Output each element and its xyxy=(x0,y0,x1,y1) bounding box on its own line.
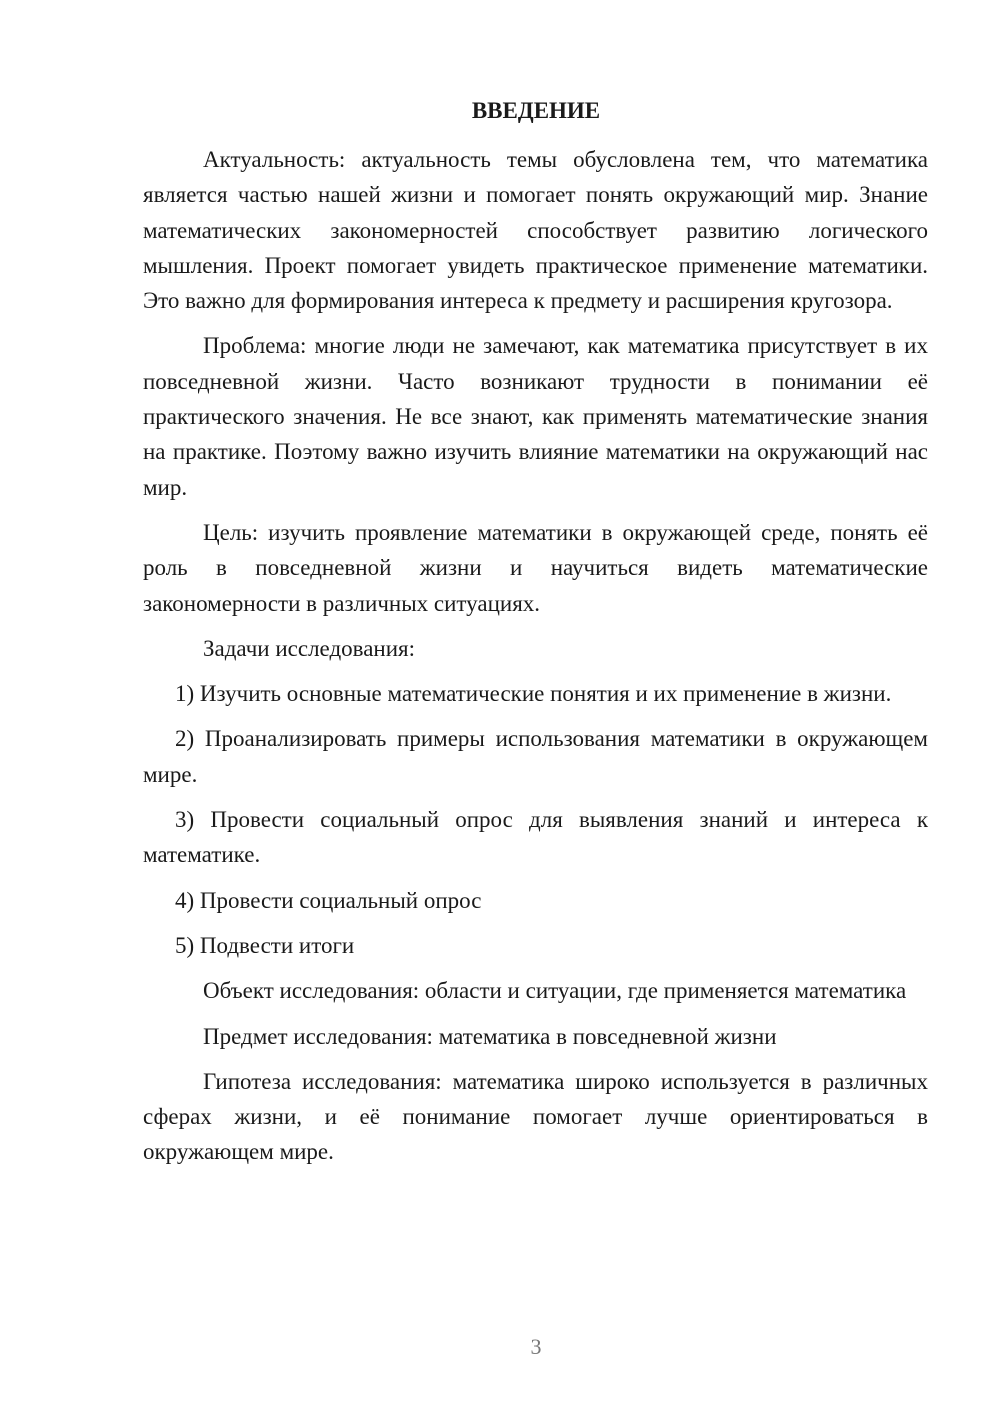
relevance-paragraph: Актуальность: актуальность темы обусловлена тем, что математика является частью нашей жизни и помогает понять окружающий мир. Знание математических закономерностей способствует развитию логического мышления. Проект помогает увидеть практическое применение математики. Это важно для формирования интереса к предмету и расширения кругозора. xyxy=(143,147,928,314)
task-item-5: 5) Подвести итоги xyxy=(175,932,355,958)
page-title: ВВЕДЕНИЕ xyxy=(471,98,601,123)
task-item-2: 2) Проанализировать примеры использования математики в окружающем мире. xyxy=(143,726,928,787)
goal-paragraph: Цель: изучить проявление математики в окружающей среде, понять её роль в повседневной жизни и научиться видеть математические закономерности в различных ситуациях. xyxy=(143,519,928,616)
problem-paragraph: Проблема: многие люди не замечают, как математика присутствует в их повседневной жизни. Часто возникают трудности в понимании её практического значения. Не все знают, как применять математические знания на практике. Поэтому важно изучить влияние математики на окружающий нас мир. xyxy=(143,333,928,500)
tasks-heading: Задачи исследования: xyxy=(203,635,416,661)
task-item-3: 3) Провести социальный опрос для выявления знаний и интереса к математике. xyxy=(143,807,928,868)
object-paragraph: Объект исследования: области и ситуации, где применяется математика xyxy=(203,978,907,1004)
hypothesis-paragraph: Гипотеза исследования: математика широко используется в различных сферах жизни, и её понимание помогает лучше ориентироваться в окружающем мире. xyxy=(143,1068,928,1165)
document-body xyxy=(143,142,928,1180)
page-number: 3 xyxy=(530,1334,542,1359)
subject-paragraph: Предмет исследования: математика в повседневной жизни xyxy=(203,1023,777,1049)
task-item-4: 4) Провести социальный опрос xyxy=(175,887,482,913)
task-item-1: 1) Изучить основные математические понятия и их применение в жизни. xyxy=(175,681,892,707)
